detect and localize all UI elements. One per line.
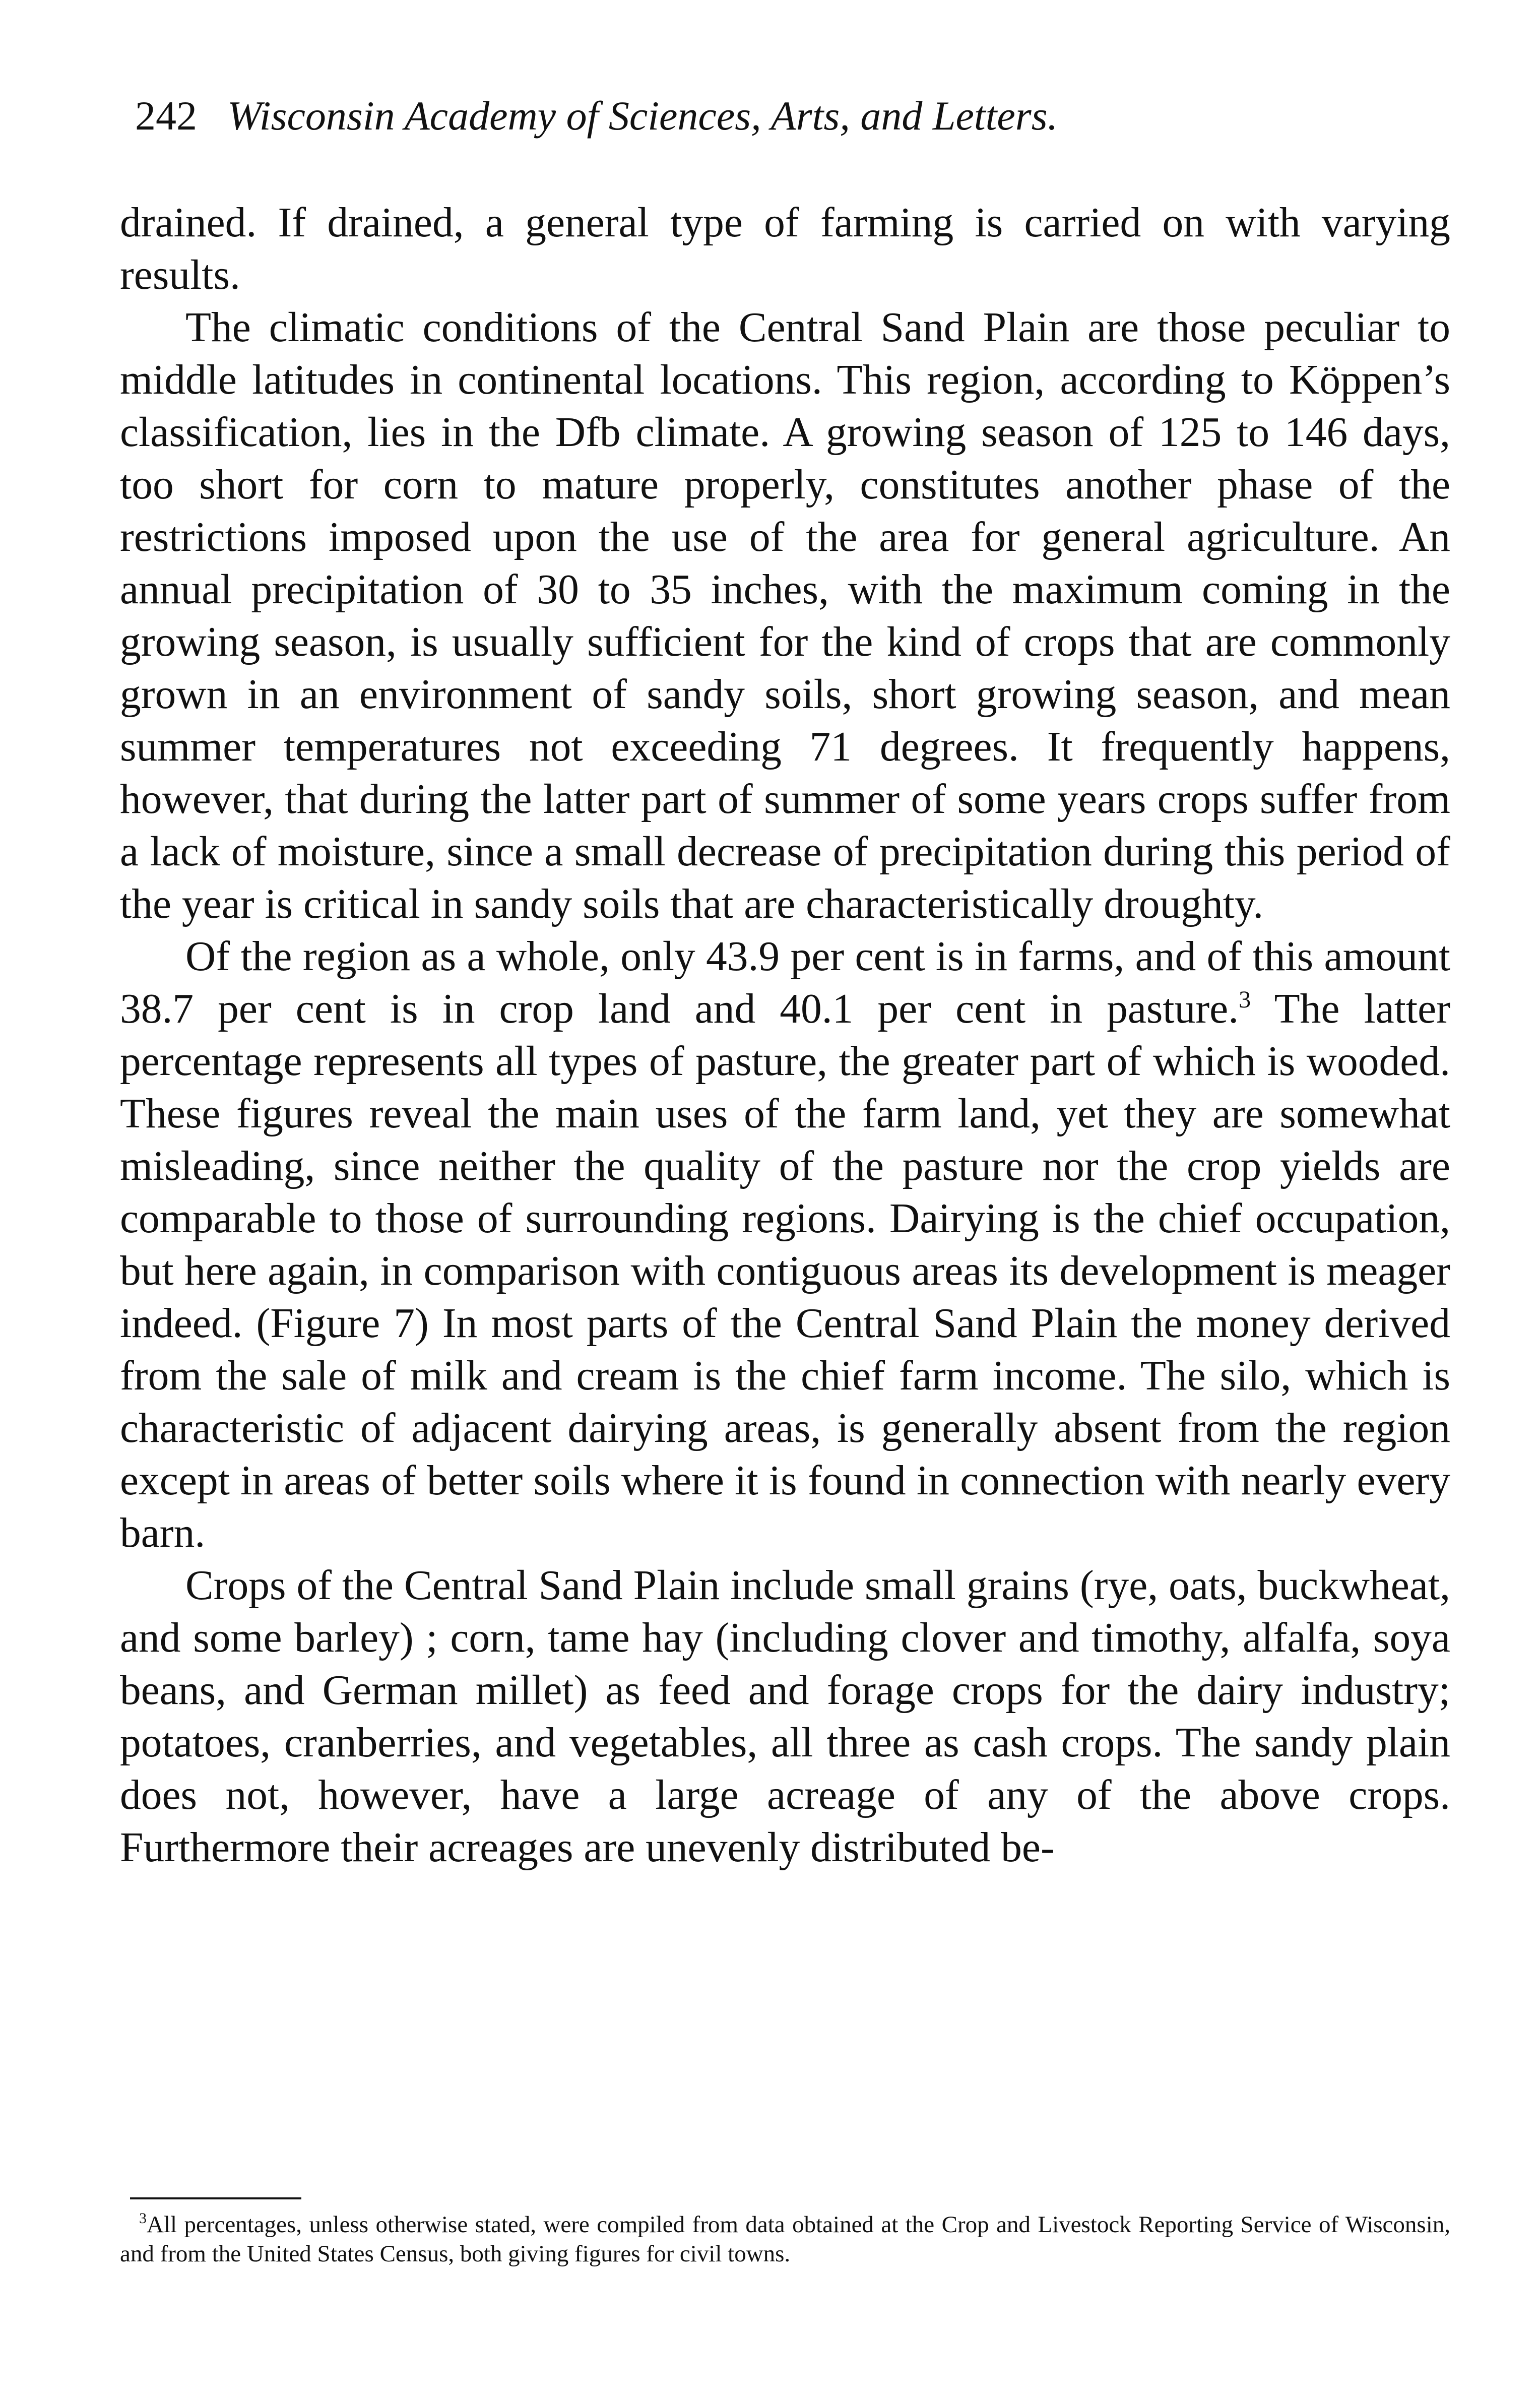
book-page — [120, 88, 1450, 2356]
paragraph-land-use-text-1: Of the region as a whole, only 43.9 per cent is in farms, and of this amount 38.7 per cent is in crop land and 40.1 per cent in pasture. — [120, 933, 1450, 1032]
body-text — [120, 197, 1450, 1874]
paragraph-climate: The climatic conditions of the Central Sand Plain are those peculiar to middle latitudes in continental locations. This region, according to Köppen’s classification, lies in the Dfb climate. A growing season of 125 to 146 days, too short for corn to mature properly, constitutes another phase of the restrictions imposed upon the use of the area for general agriculture. An annual precipitation of 30 to 35 inches, with the maximum coming in the growing season, is usually sufficient for the kind of crops that are commonly grown in an environment of sandy soils, short growing season, and mean summer temperatures not exceeding 71 degrees. It frequently happens, however, that during the latter part of summer of some years crops suffer from a lack of moisture, since a small decrease of precipitation during this period of the year is critical in sandy soils that are characteristically droughty. — [120, 304, 1450, 927]
paragraph-land-use-text-2: The latter percentage represents all types of pasture, the greater part of which is wooded. These figures reveal the main uses of the farm land, yet they are somewhat misleading, since neither the quality of the pasture nor the crop yields are comparable to those of surrounding regions. Dairying is the chief occupation, but here again, in comparison with contiguous areas its development is meager indeed. (Figure 7) In most parts of the Central Sand Plain the money derived from the sale of milk and cream is the chief farm income. The silo, which is characteristic of adjacent dairying areas, is generally absent from the region except in areas of better soils where it is found in connection with nearly every barn. — [120, 986, 1450, 1556]
footnote-rule — [130, 2197, 301, 2199]
paragraph-land-use — [120, 930, 1450, 1559]
footnote-reference: 3 — [1239, 986, 1251, 1013]
paragraph-crops: Crops of the Central Sand Plain include small grains (rye, oats, buckwheat, and some barley) ; corn, tame hay (including clover and timothy, alfalfa, soya beans, and German millet) as feed and forage crops for the dairy industry; potatoes, cranberries, and vegetables, all three as cash crops. The sandy plain does not, however, have a large acreage of any of the above crops. Furthermore their acreages are unevenly distributed be- — [120, 1562, 1450, 1871]
page-number: 242 — [135, 93, 197, 139]
running-head — [135, 88, 1450, 144]
paragraph-continued: drained. If drained, a general type of farming is carried on with varying results. — [120, 200, 1450, 298]
journal-title: Wisconsin Academy of Sciences, Arts, and Letters. — [227, 93, 1058, 139]
footnote-mark: 3 — [139, 2210, 147, 2227]
footnote — [120, 2210, 1450, 2268]
footnote-text: All percentages, unless otherwise stated, were compiled from data obtained at the Crop and Livestock Reporting Service of Wisconsin, and from the United States Census, both giving figures for civil towns. — [120, 2212, 1450, 2267]
